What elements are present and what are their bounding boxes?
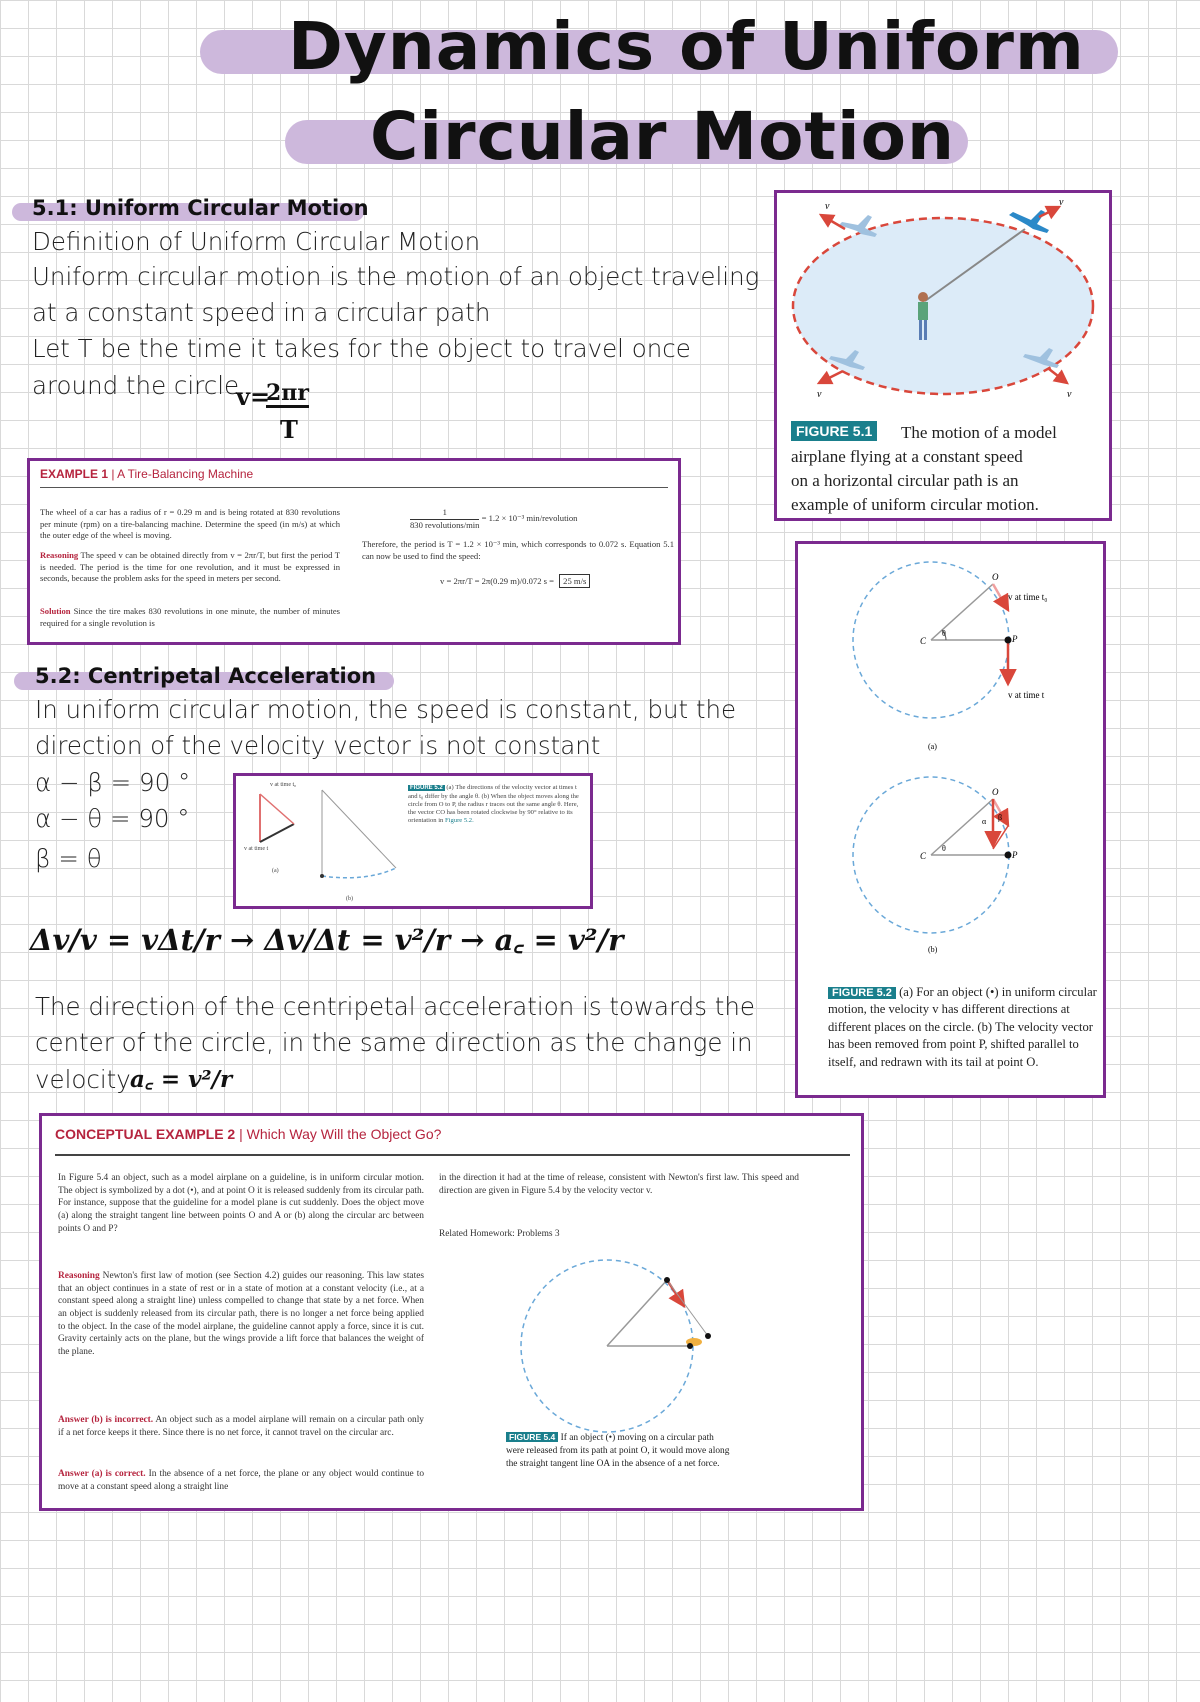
figure-link: Figure 5.2. xyxy=(445,817,474,825)
caption-line: on a horizontal circular path is an xyxy=(791,471,1019,490)
note-line: center of the circle, in the same direction as the change in xyxy=(35,1028,753,1057)
example-1-label: EXAMPLE 1 xyxy=(40,467,109,481)
answer-a xyxy=(58,1468,424,1493)
conceptual-example-2-title: CONCEPTUAL EXAMPLE 2 | Which Way Will the Object Go? xyxy=(55,1126,442,1142)
figure-5-1-frame xyxy=(774,190,1112,521)
conceptual-example-subtitle: Which Way Will the Object Go? xyxy=(246,1126,442,1142)
answer-a-label: Answer (a) is correct. xyxy=(58,1469,146,1479)
figure-5-2-frame xyxy=(795,541,1106,1098)
point-c: C xyxy=(920,851,927,861)
answer-a-text: In the absence of a net force, the plane or any object would continue to move at a constant speed along a straight line xyxy=(58,1469,425,1492)
example-1-title: EXAMPLE 1 | A Tire-Balancing Machine xyxy=(40,467,254,481)
figure-5-4-diagram xyxy=(512,1244,772,1434)
centripetal-formula: a꜀ = v²/r xyxy=(130,1066,233,1093)
centripetal-derivation: Δv/v = vΔt/r → Δv/Δt = v²/r → a꜀ = v²/r xyxy=(30,923,624,957)
example-1-frame xyxy=(27,458,681,645)
eq1-den: 830 revolutions/min xyxy=(410,519,480,530)
conceptual-example-2-frame xyxy=(39,1113,864,1511)
velocity-arrow xyxy=(1049,369,1067,383)
caption-text: (a) The directions of the velocity vector at times t and t₀ differ by the angle θ. (b) When the object moves along the circle from O to P, the radius r traces out the same angle θ. Here, the vector CO has been rotated clockwise by 90° relative to its orientation in xyxy=(408,784,579,825)
figure-5-2-small-frame xyxy=(233,773,593,909)
note-line: around the circle xyxy=(32,371,240,400)
caption-line: The motion of a model xyxy=(901,423,1057,442)
solution-label: Solution xyxy=(40,606,71,616)
divider xyxy=(40,487,668,488)
therefore-text: Therefore, the period is T = 1.2 × 10⁻³ min, which corresponds to 0.072 s. Equation 5.1 can now be used to find the speed: xyxy=(362,539,674,561)
figure-5-4-caption-text: If an object (•) moving on a circular path were released from its path at point O, it would move along the straight tangent line OA in the absence of a net force. xyxy=(506,1433,730,1470)
note-line: Uniform circular motion is the motion of an object traveling xyxy=(32,262,760,291)
point-o: O xyxy=(992,787,999,797)
v-label: v xyxy=(1067,389,1072,400)
velocity-arrow xyxy=(819,371,843,383)
answer-b-label: Answer (b) is incorrect. xyxy=(58,1415,154,1425)
beta-label: β xyxy=(998,813,1003,822)
note-line: The direction of the centripetal acceleration is towards the xyxy=(35,992,755,1021)
equation-1 xyxy=(410,507,670,531)
velocity-arrow xyxy=(821,215,845,229)
v-label: v xyxy=(817,389,822,400)
note-line: Let T be the time it takes for the object to travel once xyxy=(32,334,691,363)
note-line: In uniform circular motion, the speed is constant, but the xyxy=(35,695,737,724)
answer-b xyxy=(58,1414,424,1439)
note-line: Definition of Uniform Circular Motion xyxy=(32,227,481,256)
caption-line: example of uniform circular motion. xyxy=(791,495,1039,514)
answer-b-text: An object such as a model airplane will remain on a circular path only if a net force keeps it there. Since there is no net force, it cannot travel on the circular arc. xyxy=(58,1415,424,1438)
note-line: velocity xyxy=(35,1065,131,1094)
speed-formula-den: T xyxy=(280,415,298,444)
figure-5-2-small-badge: FIGURE 5.2 xyxy=(410,785,443,791)
theta-label: θ xyxy=(942,844,946,853)
conceptual-example-label: CONCEPTUAL EXAMPLE 2 xyxy=(55,1126,236,1142)
airplane-path-ellipse xyxy=(793,218,1093,394)
figure-5-2-small-caption xyxy=(408,784,583,825)
velocity-triangle-diagram xyxy=(236,776,406,906)
eq1-num: 1 xyxy=(410,507,479,520)
figure-5-4-caption xyxy=(506,1432,731,1471)
speed-formula-num: 2πr xyxy=(266,380,310,406)
figure-5-2-badge: FIGURE 5.2 xyxy=(828,987,896,999)
figure-5-4-badge: FIGURE 5.4 xyxy=(506,1432,558,1442)
reasoning-label: Reasoning xyxy=(40,550,79,560)
equation-2 xyxy=(440,576,590,588)
figure-5-2-small-label-t: v at time t xyxy=(244,846,269,852)
figure-5-2b-diagram xyxy=(798,754,1103,964)
angle-relation: α − β = 90 ° xyxy=(35,768,191,797)
point-o: O xyxy=(992,572,999,582)
figure-5-2-small-label-b: (b) xyxy=(346,896,353,902)
angle-relation: β = θ xyxy=(35,844,102,873)
conceptual-intro: In Figure 5.4 an object, such as a model airplane on a guideline, is in uniform circular motion. The object is symbolized by a dot (•), and at point O it is released suddenly from its circular path. For instance, suppose that the guideline for a model plane is cut suddenly. Does the object move (a) along the straight tangent line between points O and A or (b) along the circular arc between points O and P? xyxy=(58,1173,424,1234)
note-line: at a constant speed in a circular path xyxy=(32,298,491,327)
figure-5-2a-diagram xyxy=(798,544,1103,754)
section-heading-5-2: 5.2: Centripetal Acceleration xyxy=(35,664,377,688)
caption-text: (a) For an object (•) in uniform circular motion, the velocity v has different directions at different places on the circle. (b) The velocity vector has been removed from point P, shifted parallel to itself, and redrawn with its tail at point O. xyxy=(828,985,1097,1069)
airplane-circle-diagram xyxy=(777,193,1109,403)
label-a: (a) xyxy=(928,742,937,751)
eq1-rhs: = 1.2 × 10⁻³ min/revolution xyxy=(481,513,578,524)
page-title-line1: Dynamics of Uniform xyxy=(288,8,1085,85)
reasoning-label: Reasoning xyxy=(58,1271,100,1281)
alpha-label: α xyxy=(982,817,987,826)
answer-box: 25 m/s xyxy=(559,574,590,588)
related-homework: Related Homework: Problems 3 xyxy=(439,1229,560,1239)
label-vt0: v at time t₀ xyxy=(1008,592,1048,602)
caption-line: airplane flying at a constant speed xyxy=(791,447,1023,466)
reasoning-text: Newton's first law of motion (see Section 4.2) guides our reasoning. This law states that an object continues in a state of rest or in a state of motion at a constant velocity (i.e., at a constant speed along a straight line) unless compelled to change that state by a net force. When an object is suddenly released from its circular path, there is no longer a net force being applied to the object. In the case of the model airplane, the guideline cannot apply a force, since it is cut. Gravity certainly acts on the plane, but the wings provide a lift force that balances the weight of the plane. xyxy=(58,1271,425,1358)
angle-relation: α − θ = 90 ° xyxy=(35,804,190,833)
figure-5-2-small-label-a: (a) xyxy=(272,868,279,874)
divider xyxy=(55,1154,850,1156)
speed-formula-lhs: v= xyxy=(236,382,271,411)
page-title-line2: Circular Motion xyxy=(370,98,955,175)
point-p: P xyxy=(1012,850,1018,860)
v-label: v xyxy=(1059,197,1064,208)
example-1-subtitle: A Tire-Balancing Machine xyxy=(117,467,254,481)
reasoning-text: The speed v can be obtained directly from v = 2πr/T, but first the period T is needed. The period is the time for one revolution, and it must be expressed in seconds, because the problem asks for the speed in meters per second. xyxy=(40,550,340,584)
figure-5-1-badge: FIGURE 5.1 xyxy=(791,421,877,441)
note-line: direction of the velocity vector is not constant xyxy=(35,731,601,760)
figure-5-2-small-label-t0: v at time t₀ xyxy=(270,782,297,788)
point-c: C xyxy=(920,636,927,646)
label-vt: v at time t xyxy=(1008,690,1045,700)
example-1-reasoning xyxy=(40,550,340,585)
section-heading-5-1: 5.1: Uniform Circular Motion xyxy=(32,196,369,220)
conceptual-reasoning xyxy=(58,1270,424,1359)
v-label: v xyxy=(825,201,830,212)
example-1-solution xyxy=(40,606,340,629)
point-p: P xyxy=(1012,634,1018,644)
example-1-problem: The wheel of a car has a radius of r = 0.29 m and is being rotated at 830 revolutions per minute (rpm) on a tire-balancing machine. Determine the speed (in m/s) at which the outer edge of the wheel is moving. xyxy=(40,507,340,541)
eq2-text: v = 2πr/T = 2π(0.29 m)/0.072 s = xyxy=(440,576,555,586)
figure-5-2-caption xyxy=(828,984,1100,1071)
conceptual-col2: in the direction it had at the time of release, consistent with Newton's first law. This speed and direction are given in Figure 5.4 by the velocity vector v. xyxy=(439,1173,799,1196)
figure-5-1-caption xyxy=(791,421,1101,517)
theta-label: θ xyxy=(942,629,946,638)
solution-text: Since the tire makes 830 revolutions in one minute, the number of minutes required for a single revolution is xyxy=(40,606,340,628)
label-b: (b) xyxy=(928,945,938,954)
